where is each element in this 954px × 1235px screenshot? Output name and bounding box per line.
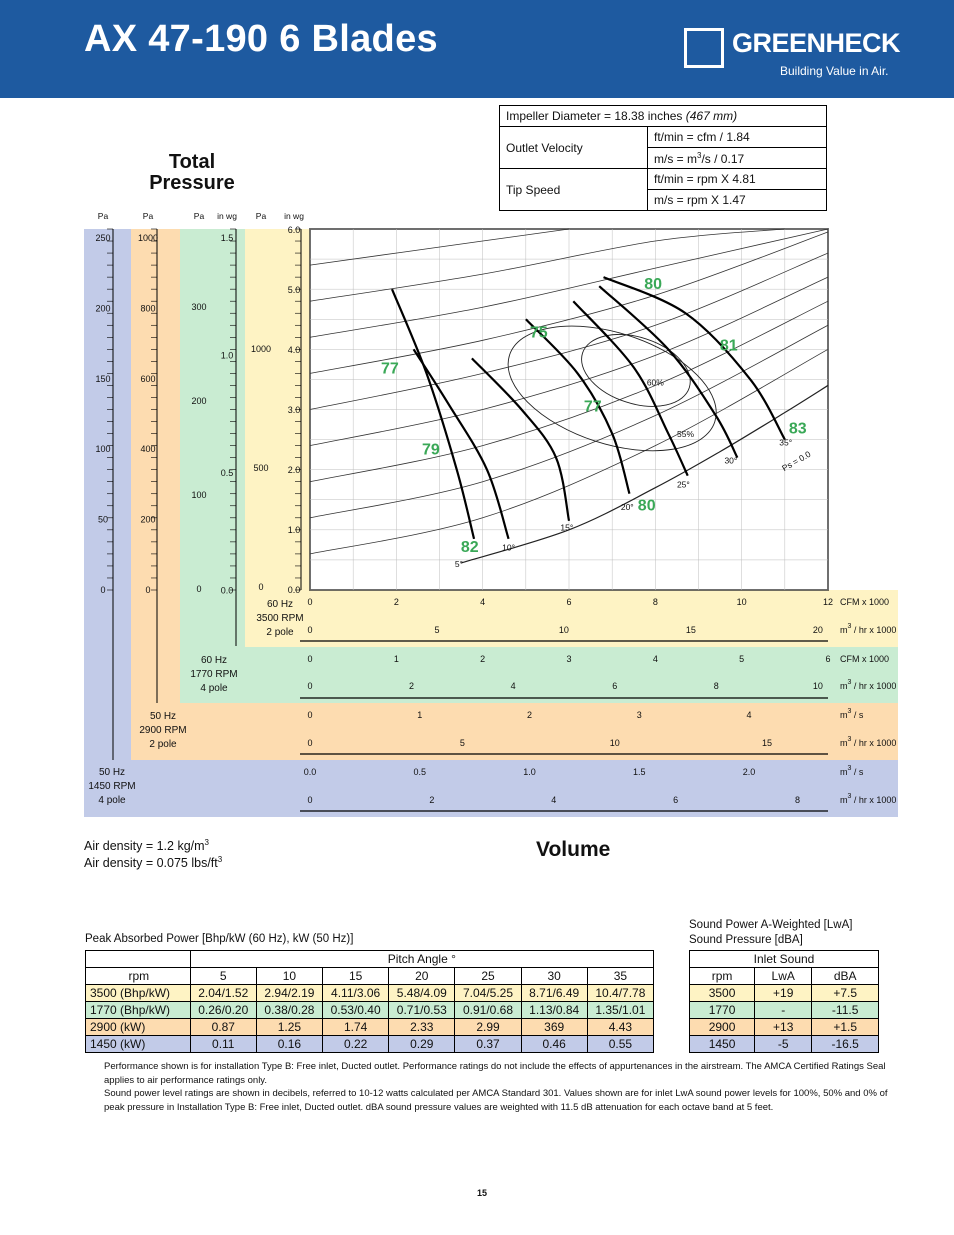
sound-cell: -16.5: [812, 1036, 879, 1053]
power-cell: 0.26/0.20: [190, 1002, 256, 1019]
sound-level-label: 82: [460, 539, 479, 557]
x-tick-label: 0: [307, 738, 313, 748]
curve-annotation: 60%: [646, 377, 664, 388]
y-tick-label: 0: [258, 582, 264, 592]
y-tick-label: 0.0: [220, 585, 234, 596]
logo-brand: GREENHECK: [732, 28, 901, 58]
x-tick-label: 1.5: [632, 767, 646, 777]
air-density-metric-sup: 3: [204, 838, 209, 847]
power-cell: 0.22: [323, 1036, 389, 1053]
y-tick-label: 1000: [250, 344, 272, 354]
y-unit-label: Pa: [255, 211, 267, 221]
y-tick-label: 100: [95, 444, 111, 455]
y-tick-label: 0: [145, 585, 151, 595]
band-label: 4 pole: [200, 683, 228, 694]
power-header: 15: [323, 968, 389, 985]
ov-formula-2-sup: 3: [697, 150, 702, 160]
outlet-velocity-label: Outlet Velocity: [500, 127, 648, 169]
band-green-vertical: [180, 229, 245, 703]
sound-level-label: 79: [421, 441, 440, 459]
x-tick-label: 4: [652, 654, 658, 664]
tip-speed-label: Tip Speed: [500, 169, 648, 211]
x-tick-label: 3: [566, 654, 572, 664]
x-tick-label: 0: [307, 681, 313, 691]
x-tick-label: 6: [566, 597, 572, 607]
y-axis-title-2: Pressure: [149, 172, 235, 194]
power-cell: 0.87: [190, 1019, 256, 1036]
curve-annotation: 35°: [779, 437, 793, 448]
y-tick-label: 4.0: [287, 345, 301, 355]
band-label: 60 Hz: [266, 599, 294, 610]
table-row: [690, 985, 879, 1002]
table-row: [86, 1002, 654, 1019]
band-label: 4 pole: [98, 795, 126, 806]
x-tick-label: 3: [636, 710, 642, 720]
x-tick-label: 0.0: [303, 767, 317, 777]
x-tick-label: 5: [739, 654, 745, 664]
y-tick-label: 0: [100, 585, 106, 595]
power-cell: 0.53/0.40: [323, 1002, 389, 1019]
sound-cell: 1450: [690, 1036, 755, 1053]
x-tick-label: 0: [307, 654, 313, 664]
power-cell: 1.35/1.01: [587, 1002, 653, 1019]
band-label: 1450 RPM: [88, 781, 136, 792]
y-tick-label: 800: [140, 303, 156, 314]
band-label: 1770 RPM: [190, 669, 238, 680]
y-tick-label: 6.0: [287, 225, 301, 235]
curve-annotation: 15°: [560, 522, 574, 533]
band-orange-horizontal: [131, 703, 898, 760]
sound-cell: 2900: [690, 1019, 755, 1036]
curve-annotation: 25°: [676, 479, 690, 490]
power-cell: 0.11: [190, 1036, 256, 1053]
y-tick-label: 600: [140, 373, 156, 384]
band-label: 2900 RPM: [139, 725, 187, 736]
x-unit-label: $m^3$ / s: [840, 708, 864, 720]
page-title: AX 47-190 6 Blades: [84, 18, 438, 60]
x-tick-label: 6: [825, 654, 831, 664]
y-tick-label: 0.5: [220, 468, 234, 478]
footnotes: [104, 1060, 900, 1114]
footnote-1: Performance shown is for installation Type B: Free inlet, Ducted outlet. Performance ratings do not include the effects of appurtenances in the airstream. The AMCA Certified Ratings Seal applies to air performance ratings only.: [104, 1061, 886, 1086]
curve-annotation: 30°: [724, 455, 738, 466]
table-row: [86, 1019, 654, 1036]
band-blue-horizontal: [84, 760, 898, 817]
x-tick-label: 8: [713, 681, 719, 691]
power-cell: 2.04/1.52: [190, 985, 256, 1002]
power-header: rpm: [86, 968, 191, 985]
y-tick-label: 2.0: [287, 465, 301, 475]
power-cell: 0.37: [455, 1036, 521, 1053]
x-tick-label: 2.0: [742, 767, 756, 777]
x-tick-label: 6: [673, 795, 679, 805]
sound-title-2: Sound Pressure [dBA]: [689, 934, 803, 946]
x-tick-label: 12: [822, 597, 834, 607]
sound-level-label: 77: [380, 360, 399, 378]
y-unit-label: in wg: [217, 211, 237, 221]
power-cell: 1.25: [256, 1019, 322, 1036]
sound-cell: 1770: [690, 1002, 755, 1019]
ov-formula-2-c: /s / 0.17: [701, 151, 745, 166]
x-tick-label: 0: [307, 597, 313, 607]
power-cell: 4.43: [587, 1019, 653, 1036]
curve-annotation: 20°: [620, 501, 634, 512]
power-cell: 2.94/2.19: [256, 985, 322, 1002]
y-tick-label: 3.0: [287, 405, 301, 415]
power-cell: 8.71/6.49: [521, 985, 587, 1002]
power-cell: 1.13/0.84: [521, 1002, 587, 1019]
x-tick-label: 0: [307, 710, 313, 720]
x-tick-label: 10: [812, 681, 823, 691]
power-cell: 0.38/0.28: [256, 1002, 322, 1019]
band-label: 2 pole: [149, 739, 177, 750]
table-row: [690, 1002, 879, 1019]
sound-level-label: 80: [637, 497, 656, 515]
x-tick-label: 5: [434, 625, 440, 635]
x-unit-label: $m^3$ / s: [840, 765, 864, 777]
x-unit-label: $m^3$ / hr x 1000: [840, 679, 897, 691]
x-tick-label: 15: [685, 625, 696, 635]
x-tick-label: 10: [609, 738, 620, 748]
sound-cell: +19: [755, 985, 812, 1002]
ts-formula-2: m/s = rpm X 1.47: [648, 190, 827, 211]
x-tick-label: 2: [393, 597, 399, 607]
air-density-metric: [84, 838, 209, 853]
y-tick-label: 1000: [137, 233, 159, 243]
sound-level-label: 77: [583, 398, 602, 416]
power-cell: 2900 (kW): [86, 1019, 191, 1036]
power-cell: 3500 (Bhp/kW): [86, 985, 191, 1002]
y-tick-label: 1.0: [287, 525, 301, 535]
sound-cell: -11.5: [812, 1002, 879, 1019]
sound-level-label: 83: [788, 420, 807, 438]
power-cell: 1.74: [323, 1019, 389, 1036]
footnote-2: Sound power level ratings are shown in decibels, referred to 10-12 watts calculated per AMCA Standard 301. Values shown are for inlet LwA sound power levels for 100%, 50% and 0% of peak pressure in Installation Type B: Free inlet, Ducted outlet. dBA sound pressure values are weighted with 11.5 dB attenuation for each octave band at 5 feet.: [104, 1088, 888, 1113]
curve-annotation: 5°: [454, 559, 463, 570]
sound-header-row: [690, 968, 879, 985]
ts-formula-1: ft/min = rpm X 4.81: [648, 169, 827, 190]
y-unit-label: Pa: [97, 211, 109, 221]
table-row: [690, 1036, 879, 1053]
power-cell: 369: [521, 1019, 587, 1036]
y-tick-label: 0.0: [287, 585, 301, 595]
inlet-sound-header: Inlet Sound: [690, 951, 879, 968]
impeller-text: Impeller Diameter = 18.38 inches: [506, 109, 686, 123]
y-tick-label: 5.0: [287, 285, 301, 295]
sound-level-label: 80: [644, 276, 663, 294]
power-cell: 0.46: [521, 1036, 587, 1053]
x-tick-label: 8: [652, 597, 658, 607]
band-label: 3500 RPM: [256, 613, 304, 624]
sound-table: [689, 950, 879, 1053]
air-density-imperial-text: Air density = 0.075 lbs/ft: [84, 856, 218, 871]
y-tick-label: 300: [191, 302, 207, 312]
power-header: 5: [190, 968, 256, 985]
y-unit-label: in wg: [284, 211, 304, 221]
y-tick-label: 100: [191, 490, 207, 500]
sound-cell: +7.5: [812, 985, 879, 1002]
ov-formula-1: ft/min = cfm / 1.84: [648, 127, 827, 148]
x-unit-label: CFM x 1000: [840, 654, 890, 664]
band-label: 50 Hz: [149, 711, 177, 722]
x-tick-label: 6: [612, 681, 618, 691]
table-row: [690, 1019, 879, 1036]
power-header: 25: [455, 968, 521, 985]
x-tick-label: 15: [762, 738, 773, 748]
power-cell: 2.99: [455, 1019, 521, 1036]
power-header: 30: [521, 968, 587, 985]
sound-level-label: 75: [529, 324, 548, 342]
power-header: 35: [587, 968, 653, 985]
x-tick-label: 8: [795, 795, 801, 805]
x-tick-label: 2: [526, 710, 532, 720]
power-header: 10: [256, 968, 322, 985]
air-density-metric-text: Air density = 1.2 kg/m: [84, 839, 205, 854]
power-cell: 0.91/0.68: [455, 1002, 521, 1019]
power-cell: 1450 (kW): [86, 1036, 191, 1053]
power-cell: 0.55: [587, 1036, 653, 1053]
y-tick-label: 500: [253, 463, 269, 473]
y-tick-label: 250: [95, 233, 111, 243]
y-tick-label: 1.5: [220, 233, 234, 243]
band-label: 60 Hz: [200, 655, 228, 666]
pitch-angle-header: Pitch Angle °: [190, 951, 653, 968]
power-header-row: [86, 968, 654, 985]
x-axis-title: Volume: [536, 838, 611, 861]
y-tick-label: 400: [140, 444, 156, 455]
power-cell: 0.71/0.53: [389, 1002, 455, 1019]
power-cell: 0.29: [389, 1036, 455, 1053]
x-tick-label: 1: [393, 654, 399, 664]
sound-header: dBA: [812, 968, 879, 985]
x-tick-label: 2: [480, 654, 486, 664]
y-unit-label: Pa: [193, 211, 205, 221]
sound-cell: 3500: [690, 985, 755, 1002]
x-tick-label: 0: [307, 795, 313, 805]
power-table-title: Peak Absorbed Power [Bhp/kW (60 Hz), kW (50 Hz)]: [85, 933, 354, 945]
power-header: 20: [389, 968, 455, 985]
power-cell: 7.04/5.25: [455, 985, 521, 1002]
x-unit-label: CFM x 1000: [840, 597, 890, 607]
table-row: [86, 1036, 654, 1053]
y-axis-title-1: Total: [168, 151, 216, 173]
power-cell: 5.48/4.09: [389, 985, 455, 1002]
y-tick-label: 200: [95, 303, 111, 314]
power-cell: 2.33: [389, 1019, 455, 1036]
x-tick-label: 2: [429, 795, 435, 805]
x-unit-label: $m^3$ / hr x 1000: [840, 736, 897, 748]
x-tick-label: 4: [480, 597, 486, 607]
ov-formula-2-a: m/s = m: [654, 151, 698, 166]
air-density-imperial: [84, 855, 222, 870]
sound-header: rpm: [690, 968, 755, 985]
y-tick-label: 1.0: [220, 350, 234, 361]
sound-cell: -: [755, 1002, 812, 1019]
y-tick-label: 200: [191, 396, 207, 406]
impeller-mm: (467 mm): [685, 109, 738, 123]
sound-level-label: 81: [719, 337, 738, 355]
x-tick-label: 4: [551, 795, 557, 805]
power-cell: 4.11/3.06: [323, 985, 389, 1002]
x-unit-label: $m^3$ / hr x 1000: [840, 623, 897, 635]
x-tick-label: 4: [510, 681, 516, 691]
air-density-imperial-sup: 3: [217, 855, 223, 864]
x-tick-label: 4: [746, 710, 752, 720]
y-tick-label: 50: [97, 514, 109, 525]
sound-cell: -5: [755, 1036, 812, 1053]
x-tick-label: 1: [417, 710, 423, 720]
curve-annotation: Ps = 0.0: [780, 448, 813, 474]
curve-annotation: 55%: [677, 429, 695, 440]
power-cell: 10.4/7.78: [587, 985, 653, 1002]
x-tick-label: 2: [409, 681, 415, 691]
curve-annotation: 10°: [502, 542, 515, 553]
power-table: [85, 950, 654, 1053]
x-tick-label: 5: [459, 738, 465, 748]
x-tick-label: 20: [812, 625, 823, 635]
x-tick-label: 10: [558, 625, 569, 635]
y-unit-label: Pa: [142, 211, 154, 221]
x-unit-label: $m^3$ / hr x 1000: [840, 793, 897, 805]
band-label: 2 pole: [266, 627, 294, 638]
sound-cell: +13: [755, 1019, 812, 1036]
sound-header: LwA: [755, 968, 812, 985]
band-label: 50 Hz: [98, 767, 126, 778]
y-tick-label: 0: [196, 584, 202, 594]
page-number: 15: [477, 1188, 488, 1198]
y-tick-label: 200: [140, 514, 156, 525]
x-tick-label: 1.0: [523, 767, 536, 777]
power-cell: 1770 (Bhp/kW): [86, 1002, 191, 1019]
x-tick-label: 10: [736, 597, 747, 607]
logo-tagline: Building Value in Air.: [780, 64, 889, 78]
x-tick-label: 0.5: [413, 767, 427, 777]
band-green-horizontal: [180, 646, 898, 703]
x-tick-label: 0: [307, 625, 313, 635]
sound-cell: +1.5: [812, 1019, 879, 1036]
sound-title-1: Sound Power A-Weighted [LwA]: [689, 919, 853, 931]
table-row: [86, 985, 654, 1002]
y-tick-label: 150: [95, 373, 111, 384]
power-cell: 0.16: [256, 1036, 322, 1053]
